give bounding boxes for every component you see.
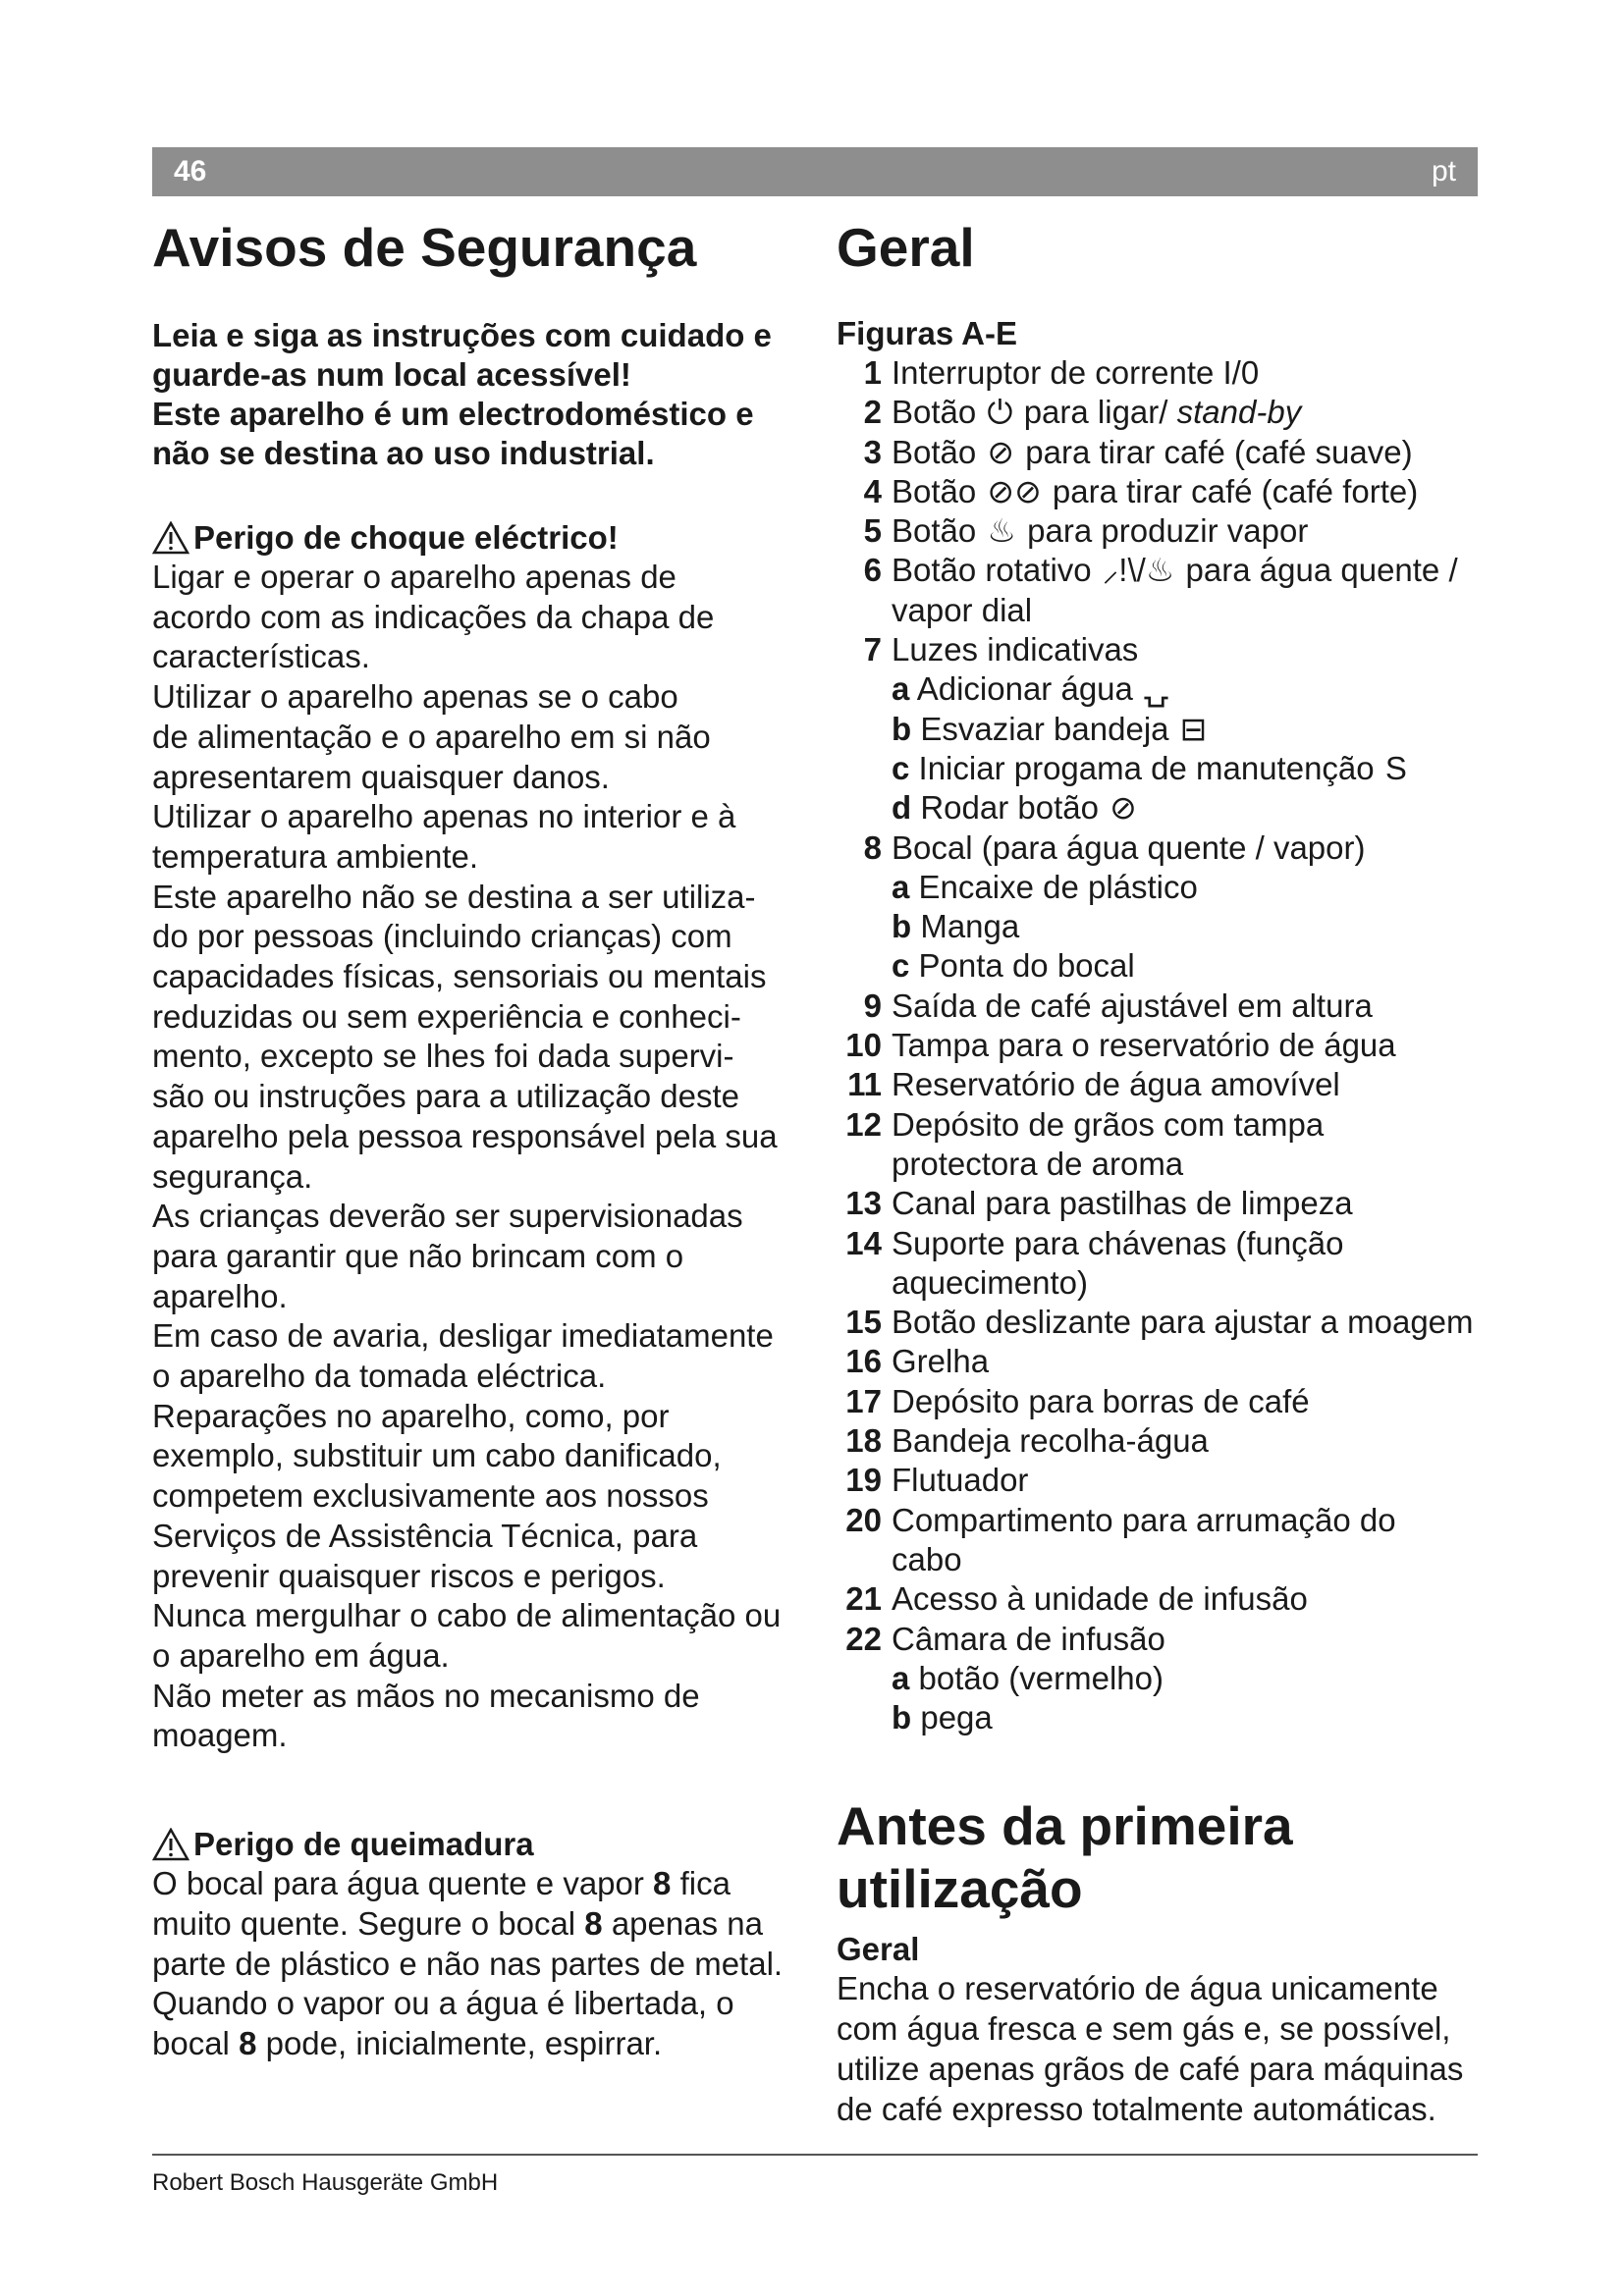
safety-lead [152,316,800,473]
shock-warning-line: o aparelho da tomada eléctrica. [152,1358,607,1395]
shock-warning-title: Perigo de choque eléctrico! [193,519,619,556]
shock-warning-line: mento, excepto se lhes foi dada supervi- [152,1038,734,1075]
warning-triangle-icon [152,521,189,555]
footer-company: Robert Bosch Hausgeräte GmbH [152,2169,499,2196]
shock-warning-line: capacidades físicas, sensoriais ou mentais [152,958,767,995]
shock-warning-line: segurança. [152,1157,313,1195]
shock-warning-line: Não meter as mãos no mecanismo de [152,1677,700,1714]
burn-warning-text: O bocal para água quente e vapor 8 fica muito quente. Segure o bocal 8 apenas na parte de plástico e não nas partes de metal. Quando o vapor ou a água é libertada, o bocal 8 pode, inicialmente, espirrar. [152,1865,784,2061]
shock-warning-text [152,558,800,1756]
parts-sub-item: a Encaixe de plástico [892,868,1198,905]
parts-list [837,353,1485,1737]
shock-warning-line: Nunca mergulhar o cabo de alimentação ou [152,1597,782,1634]
indicator-symbol-icon: S [1384,749,1407,786]
parts-sub-item: c Iniciar progama de manutenção S [892,749,1407,786]
safety-title: Avisos de Segurança [152,217,697,278]
indicator-symbol-icon: ⊘ [1110,789,1137,827]
shock-warning-line: do por pessoas (incluindo crianças) com [152,918,732,955]
parts-sub-item: b Manga [892,908,1020,945]
shock-warning-line: apresentarem quaisquer danos. [152,758,610,795]
shock-warning-line: aparelho pela pessoa responsável pela sua [152,1117,778,1154]
parts-list-item: 1 Interruptor de corrente I/0 [863,354,1260,391]
lead-line: não se destina ao uso industrial. [152,435,655,471]
shock-warning-line: de alimentação e o aparelho em si não [152,718,711,755]
button-symbol-icon: ⏻ [987,394,1013,431]
shock-warning-line: características. [152,638,370,675]
shock-warning-line: competem exclusivamente aos nossos [152,1477,709,1515]
lead-line: Leia e siga as instruções com cuidado e [152,317,772,353]
parts-list-item: cabo [892,1540,962,1577]
parts-list-item: 7 Luzes indicativas [863,631,1139,668]
shock-warning-line: As crianças deverão ser supervisionadas [152,1198,743,1235]
indicator-symbol-icon: ⍽ [1144,670,1169,708]
indicator-symbol-icon: ⊟ [1179,710,1208,747]
left-column [152,216,800,2064]
before-first-use-title: Antes da primeira utilização [837,1795,1293,1920]
right-column [837,216,1485,2129]
shock-warning-line: aparelho. [152,1277,288,1314]
shock-warning-line: Utilizar o aparelho apenas se o cabo [152,678,678,716]
shock-warning-heading [152,518,800,558]
parts-list-item: 16 Grelha [845,1343,990,1380]
parts-list-item: 2 Botão ⏻ para ligar/ stand-by [863,394,1302,431]
shock-warning-line: Serviços de Assistência Técnica, para [152,1517,698,1554]
shock-warning-line: Utilizar o aparelho apenas no interior e à [152,798,736,835]
parts-list-item: 17 Depósito para borras de café [845,1382,1310,1419]
shock-warning-line: reduzidas ou sem experiência e conheci- [152,997,741,1035]
shock-warning-line: temperatura ambiente. [152,837,479,875]
shock-warning-line: exemplo, substituir um cabo danificado, [152,1437,722,1474]
page-header-bar [152,147,1478,196]
footer-divider [152,2154,1478,2156]
before-general-subtitle: Geral [837,1931,920,1968]
button-symbol-icon: ⊘ [987,433,1015,470]
parts-list-item: 3 Botão ⊘ para tirar café (café suave) [863,433,1413,470]
parts-list-item: 11 Reservatório de água amovível [847,1066,1340,1103]
shock-warning-line: o aparelho em água. [152,1636,450,1674]
shock-warning-line: moagem. [152,1717,288,1754]
parts-list-item: 10 Tampa para o reservatório de água [845,1027,1396,1064]
language-code: pt [1431,155,1456,187]
burn-warning-heading [152,1825,800,1864]
parts-sub-item: c Ponta do bocal [892,947,1135,985]
parts-list-item: 8 Bocal (para água quente / vapor) [863,828,1366,866]
page-number: 46 [174,155,207,187]
parts-list-item: 5 Botão ♨ para produzir vapor [863,512,1309,550]
shock-warning-line: prevenir quaisquer riscos e perigos. [152,1557,666,1594]
button-symbol-icon: ⊘⊘ [987,472,1042,509]
parts-list-item: 12 Depósito de grãos com tampa [845,1105,1325,1143]
shock-warning-line: acordo com as indicações da chapa de [152,598,715,635]
parts-list-item: 6 Botão rotativo ⸝!\/♨ para água quente / [863,552,1458,589]
parts-sub-item: b pega [892,1699,993,1736]
before-first-use-text: Encha o reservatório de água unicamente com água fresca e sem gás e, se possível, utilize apenas grãos de café para máquinas de café expresso totalmente automáticas. [837,1970,1464,2127]
parts-list-item: vapor dial [892,591,1033,628]
warning-triangle-icon [152,1828,189,1861]
parts-list-item: 18 Bandeja recolha-água [845,1422,1209,1460]
parts-list-item: 13 Canal para pastilhas de limpeza [845,1185,1353,1222]
parts-sub-item: d Rodar botão ⊘ [892,789,1137,827]
shock-warning-line: Reparações no aparelho, como, por [152,1397,670,1434]
parts-list-item: 20 Compartimento para arrumação do [845,1501,1396,1538]
lead-line: Este aparelho é um electrodoméstico e [152,396,754,432]
parts-list-item: aquecimento) [892,1263,1088,1301]
parts-sub-item: a Adicionar água ⍽ [892,670,1169,708]
parts-sub-item: a botão (vermelho) [892,1659,1164,1696]
shock-warning-line: Em caso de avaria, desligar imediatamente [152,1317,774,1355]
button-symbol-icon: ♨ [987,512,1017,550]
parts-list-item: 15 Botão deslizante para ajustar a moagem [845,1304,1474,1341]
general-title: Geral [837,217,975,278]
parts-list-item: 21 Acesso à unidade de infusão [845,1580,1308,1618]
shock-warning-line: são ou instruções para a utilização deste [152,1078,740,1115]
parts-list-item: 22 Câmara de infusão [845,1620,1165,1657]
parts-list-item: protectora de aroma [892,1145,1184,1182]
parts-list-item: 9 Saída de café ajustável em altura [863,987,1373,1024]
shock-warning-line: para garantir que não brincam com o [152,1237,684,1274]
parts-list-item: 19 Flutuador [845,1462,1029,1499]
button-symbol-icon: ⸝!\/♨ [1102,552,1175,589]
parts-sub-item: b Esvaziar bandeja ⊟ [892,710,1208,747]
shock-warning-line: Este aparelho não se destina a ser utiliza- [152,878,756,915]
burn-warning-title: Perigo de queimadura [193,1826,534,1863]
shock-warning-line: Ligar e operar o aparelho apenas de [152,559,677,595]
parts-list-item: 4 Botão ⊘⊘ para tirar café (café forte) [863,472,1419,509]
parts-list-item: 14 Suporte para chávenas (função [845,1224,1344,1261]
lead-line: guarde-as num local acessível! [152,356,631,393]
figures-title: Figuras A-E [837,315,1017,351]
